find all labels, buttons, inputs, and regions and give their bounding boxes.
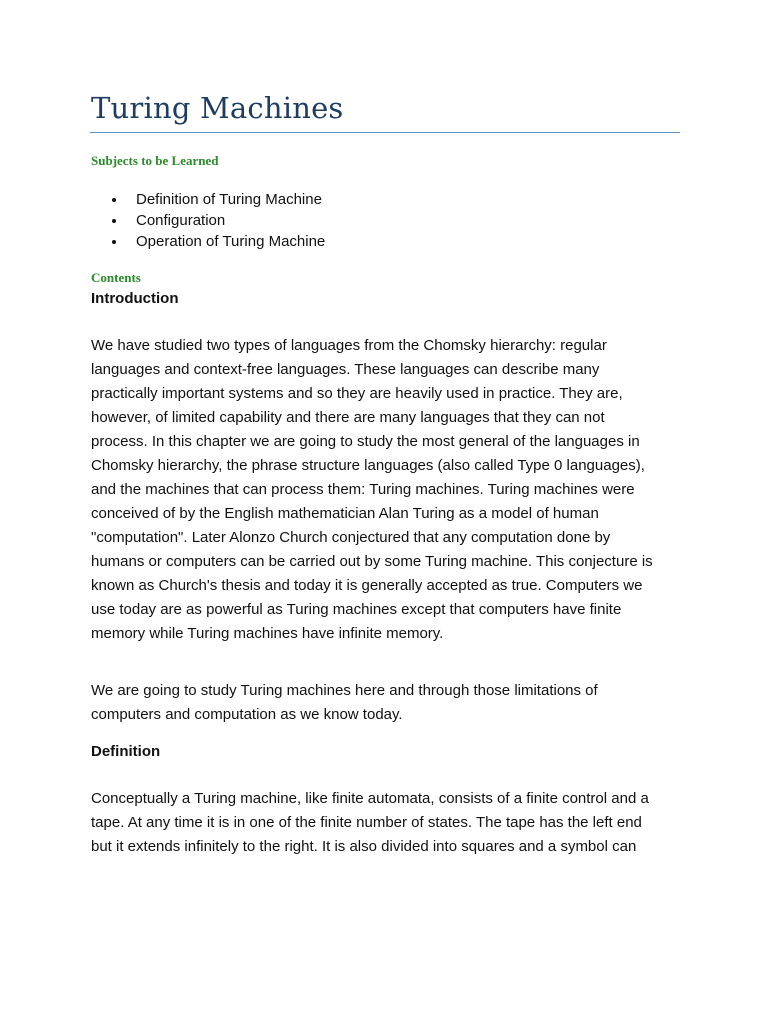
subjects-label: Subjects to be Learned [91, 153, 219, 168]
text-line: practically important systems and so they are heavily used in practice. They are, [91, 385, 623, 402]
text-line: tape. At any time it is in one of the finite number of states. The tape has the left end [91, 814, 642, 831]
study-paragraph [91, 679, 681, 727]
list-item [91, 231, 325, 252]
list-item [91, 189, 325, 210]
text-line: conceived of by the English mathematician Alan Turing as a model of human [91, 505, 599, 522]
bullet-icon [112, 198, 116, 202]
definition-paragraph [91, 787, 681, 859]
text-line: process. In this chapter we are going to study the most general of the languages in [91, 433, 640, 450]
title-underline [90, 132, 680, 133]
definition-heading: Definition [91, 743, 161, 760]
introduction-paragraph [91, 334, 681, 646]
bullet-icon [112, 219, 116, 223]
text-line: known as Church's thesis and today it is generally accepted as true. Computers we [91, 577, 643, 594]
text-line: computers and computation as we know today. [91, 706, 403, 723]
bullet-icon [112, 240, 116, 244]
text-line: We are going to study Turing machines here and through those limitations of [91, 682, 598, 699]
introduction-heading: Introduction [91, 290, 179, 307]
page-title: Turing Machines [91, 91, 344, 125]
text-line: languages and context-free languages. These languages can describe many [91, 361, 600, 378]
list-item-text: Operation of Turing Machine [136, 233, 326, 250]
contents-label: Contents [91, 270, 141, 285]
text-line: use today are as powerful as Turing machines except that computers have finite [91, 601, 622, 618]
text-line: memory while Turing machines have infinite memory. [91, 625, 444, 642]
subjects-list [91, 189, 325, 252]
text-line: however, of limited capability and there are many languages that they can not [91, 409, 605, 426]
text-line: but it extends infinitely to the right. It is also divided into squares and a symbol can [91, 838, 637, 855]
list-item-text: Configuration [136, 212, 226, 229]
list-item [91, 210, 325, 231]
list-item-text: Definition of Turing Machine [136, 191, 322, 208]
text-line: We have studied two types of languages from the Chomsky hierarchy: regular [91, 337, 607, 354]
text-line: and the machines that can process them: Turing machines. Turing machines were [91, 481, 635, 498]
text-line: Conceptually a Turing machine, like finite automata, consists of a finite control and a [91, 790, 649, 807]
text-line: humans or computers can be carried out by some Turing machine. This conjecture is [91, 553, 653, 570]
text-line: Chomsky hierarchy, the phrase structure languages (also called Type 0 languages), [91, 457, 645, 474]
text-line: "computation". Later Alonzo Church conjectured that any computation done by [91, 529, 611, 546]
